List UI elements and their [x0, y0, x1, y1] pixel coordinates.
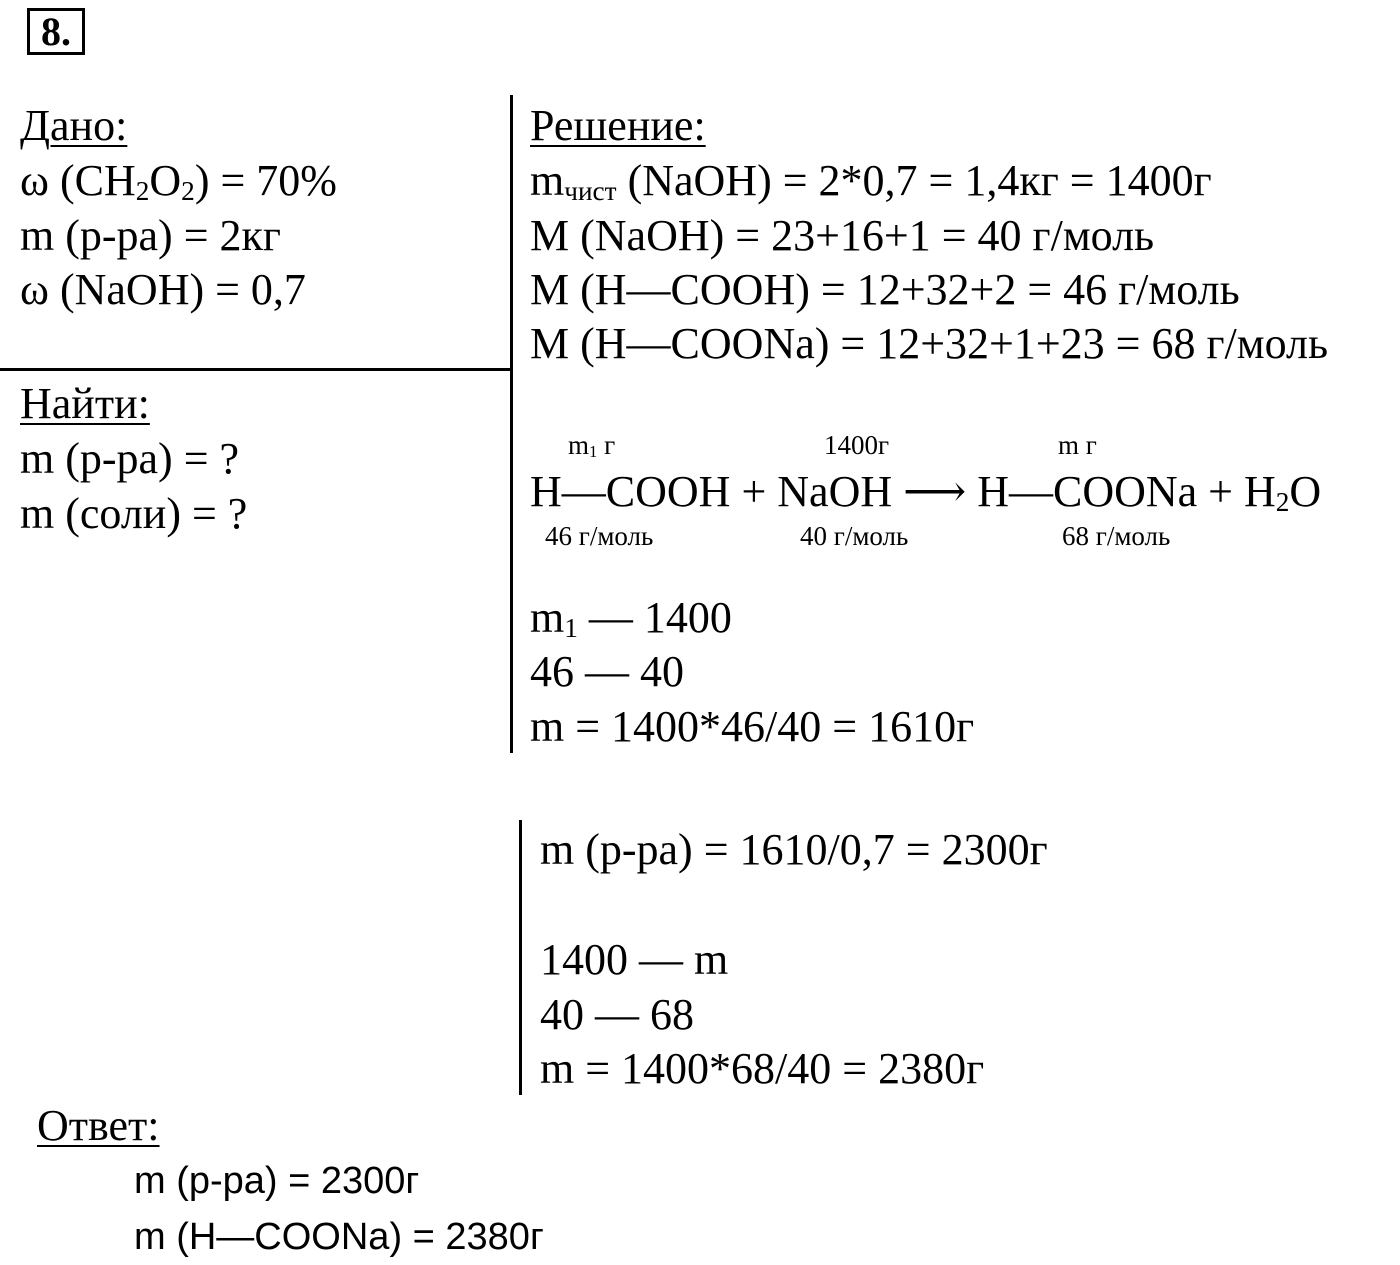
problem-number: 8.	[27, 8, 85, 55]
proportion2-line2: 40 — 68	[540, 990, 694, 1039]
given-line-naoh: ω (NaOH) = 0,7	[20, 265, 306, 314]
reaction-above-naoh: 1400г	[824, 430, 890, 460]
proportion1-result: m = 1400*46/40 = 1610г	[530, 702, 975, 751]
reaction-below-salt: 68 г/моль	[1062, 521, 1171, 551]
solution-pure-mass: $m_{чист}$ (NaOH) = 2*0,7 = 1,4кг = 1400г	[530, 156, 1212, 206]
vertical-divider-second	[519, 820, 522, 1095]
given-heading: Дано:	[20, 101, 128, 150]
given-line-mass: m (р-ра) = 2кг	[20, 211, 281, 260]
reaction-above-acid: $m_1$ г	[568, 430, 616, 461]
reaction-above-salt: m г	[1058, 430, 1097, 460]
answer-heading: Ответ:	[37, 1101, 160, 1150]
reaction-equation: H—COOH + NaOH ⟶ H—COONa + $H_2O$	[530, 467, 1322, 517]
proportion2-line1: 1400 — m	[540, 935, 729, 984]
answer-salt-mass: m (H—COONa) = 2380г	[134, 1216, 544, 1258]
molar-mass-salt: M (H—COONa) = 12+32+1+23 = 68 г/моль	[530, 319, 1329, 368]
molar-mass-naoh: M (NaOH) = 23+16+1 = 40 г/моль	[530, 211, 1155, 260]
given-line-concentration: ω $(CH_2O_2) = 70\%$	[20, 156, 337, 206]
molar-mass-acid: M (H—COOH) = 12+32+2 = 46 г/моль	[530, 265, 1240, 314]
solution-heading: Решение:	[530, 101, 706, 150]
reaction-below-naoh: 40 г/моль	[800, 521, 909, 551]
reaction-below-acid: 46 г/моль	[545, 521, 654, 551]
proportion2-result: m = 1400*68/40 = 2380г	[540, 1044, 985, 1093]
find-line-solution-mass: m (р-ра) = ?	[20, 434, 240, 483]
horizontal-divider	[0, 368, 512, 371]
vertical-divider-main	[510, 95, 513, 753]
proportion1-line2: 46 — 40	[530, 647, 684, 696]
solution-mass-result: m (р-ра) = 1610/0,7 = 2300г	[540, 825, 1048, 874]
find-line-salt-mass: m (соли) = ?	[20, 489, 248, 538]
find-heading: Найти:	[20, 379, 150, 428]
answer-solution-mass: m (р-ра) = 2300г	[134, 1160, 420, 1202]
proportion1-line1: $m_1$ — 1400	[530, 593, 732, 643]
